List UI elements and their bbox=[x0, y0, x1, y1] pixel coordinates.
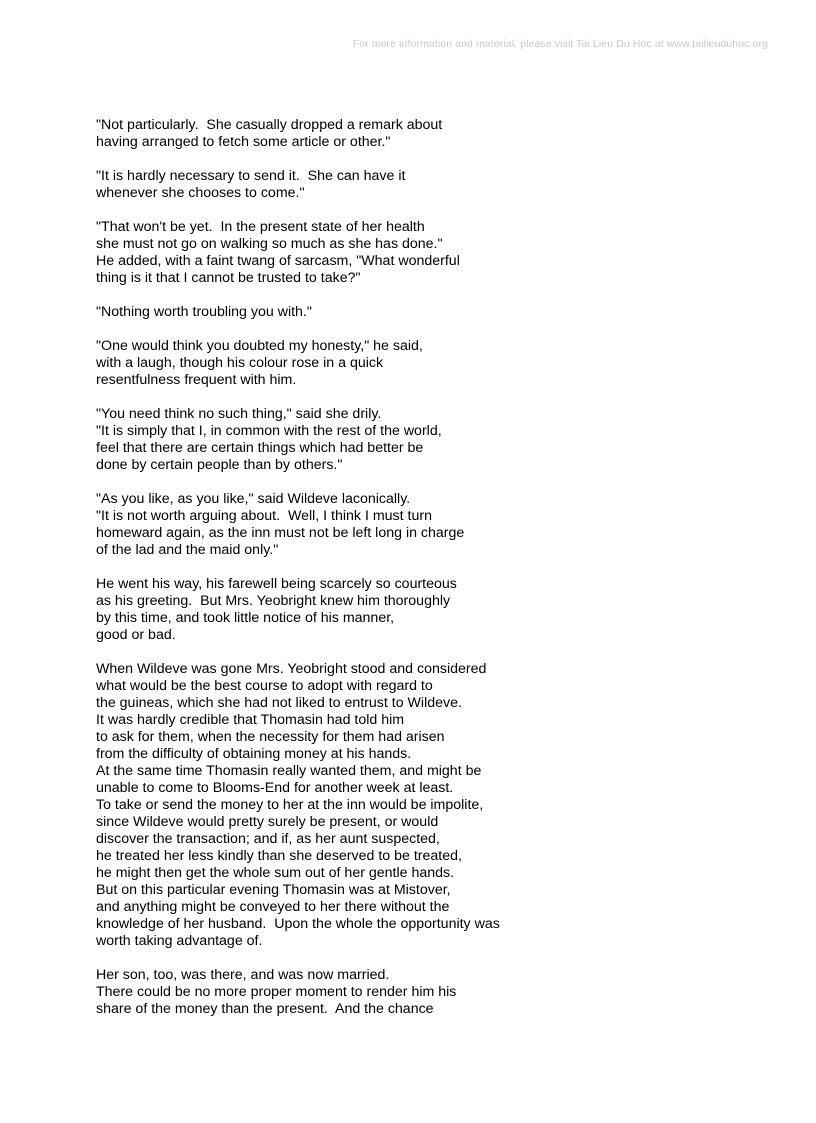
text-line: It was hardly credible that Thomasin had told him bbox=[96, 712, 405, 728]
text-line: "As you like, as you like," said Wildeve laconically. bbox=[96, 491, 411, 507]
paragraph bbox=[96, 406, 776, 474]
text-line: of the lad and the maid only." bbox=[96, 542, 279, 558]
paragraph bbox=[96, 661, 776, 950]
text-line: whenever she chooses to come." bbox=[96, 185, 305, 201]
paragraph bbox=[96, 219, 776, 287]
paragraph bbox=[96, 967, 776, 1018]
text-line: There could be no more proper moment to render him his bbox=[96, 984, 457, 1000]
paragraph bbox=[96, 168, 776, 202]
text-line: as his greeting. But Mrs. Yeobright knew him thoroughly bbox=[96, 593, 451, 609]
text-line: since Wildeve would pretty surely be present, or would bbox=[96, 814, 439, 830]
text-line: to ask for them, when the necessity for them had arisen bbox=[96, 729, 445, 745]
text-line: worth taking advantage of. bbox=[96, 933, 263, 949]
text-line: Her son, too, was there, and was now married. bbox=[96, 967, 390, 983]
text-line: he might then get the whole sum out of her gentle hands. bbox=[96, 865, 455, 881]
text-line: by this time, and took little notice of his manner, bbox=[96, 610, 395, 626]
text-line: "Nothing worth troubling you with." bbox=[96, 304, 312, 320]
header-watermark: For more information and material, please visit Tai Lieu Du Hoc at www.tailieuduhoc.org bbox=[352, 38, 768, 50]
paragraph bbox=[96, 576, 776, 644]
text-line: feel that there are certain things which had better be bbox=[96, 440, 424, 456]
text-line: share of the money than the present. And the chance bbox=[96, 1001, 434, 1017]
paragraph bbox=[96, 117, 776, 151]
text-line: what would be the best course to adopt with regard to bbox=[96, 678, 433, 694]
paragraph bbox=[96, 491, 776, 559]
text-line: and anything might be conveyed to her there without the bbox=[96, 899, 450, 915]
text-line: He went his way, his farewell being scarcely so courteous bbox=[96, 576, 457, 592]
text-line: But on this particular evening Thomasin was at Mistover, bbox=[96, 882, 451, 898]
text-line: "You need think no such thing," said she drily. bbox=[96, 406, 382, 422]
text-line: "That won't be yet. In the present state of her health bbox=[96, 219, 425, 235]
text-line: she must not go on walking so much as she has done." bbox=[96, 236, 443, 252]
text-line: good or bad. bbox=[96, 627, 176, 643]
text-line: To take or send the money to her at the inn would be impolite, bbox=[96, 797, 484, 813]
text-line: having arranged to fetch some article or other." bbox=[96, 134, 391, 150]
body-text bbox=[96, 117, 776, 1035]
text-line: he treated her less kindly than she deserved to be treated, bbox=[96, 848, 462, 864]
paragraph bbox=[96, 304, 776, 321]
text-line: "One would think you doubted my honesty," he said, bbox=[96, 338, 423, 354]
text-line: "It is simply that I, in common with the rest of the world, bbox=[96, 423, 442, 439]
text-line: resentfulness frequent with him. bbox=[96, 372, 297, 388]
text-line: unable to come to Blooms-End for another week at least. bbox=[96, 780, 454, 796]
text-line: thing is it that I cannot be trusted to take?" bbox=[96, 270, 361, 286]
text-line: discover the transaction; and if, as her aunt suspected, bbox=[96, 831, 440, 847]
text-line: the guineas, which she had not liked to entrust to Wildeve. bbox=[96, 695, 462, 711]
text-line: He added, with a faint twang of sarcasm, "What wonderful bbox=[96, 253, 460, 269]
text-line: "It is hardly necessary to send it. She can have it bbox=[96, 168, 406, 184]
text-line: "It is not worth arguing about. Well, I think I must turn bbox=[96, 508, 432, 524]
text-line: with a laugh, though his colour rose in a quick bbox=[96, 355, 384, 371]
text-line: knowledge of her husband. Upon the whole the opportunity was bbox=[96, 916, 500, 932]
text-line: homeward again, as the inn must not be left long in charge bbox=[96, 525, 465, 541]
paragraph bbox=[96, 338, 776, 389]
text-line: At the same time Thomasin really wanted them, and might be bbox=[96, 763, 482, 779]
text-line: done by certain people than by others." bbox=[96, 457, 343, 473]
text-line: "Not particularly. She casually dropped a remark about bbox=[96, 117, 443, 133]
text-line: When Wildeve was gone Mrs. Yeobright stood and considered bbox=[96, 661, 487, 677]
text-line: from the difficulty of obtaining money at his hands. bbox=[96, 746, 412, 762]
